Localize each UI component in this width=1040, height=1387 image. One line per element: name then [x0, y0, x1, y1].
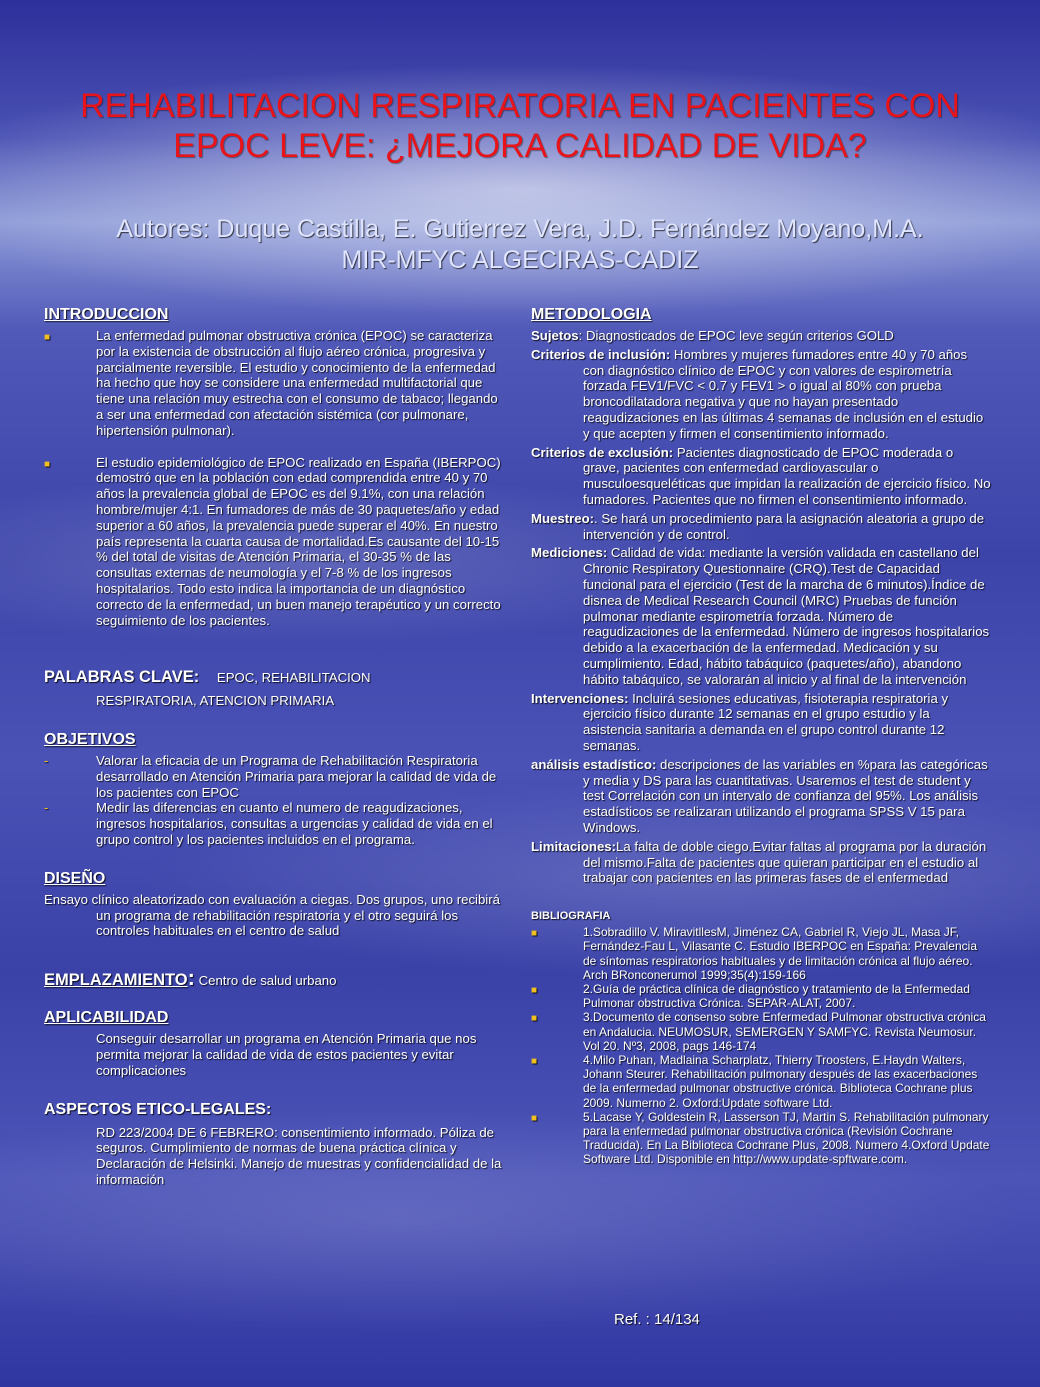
metodo-limitaciones [531, 839, 991, 886]
aplicabilidad-heading: APLICABILIDAD [44, 1009, 169, 1027]
title-line-1: REHABILITACION RESPIRATORIA EN PACIENTES CON [80, 87, 960, 125]
palabras-clave-part1: EPOC, REHABILITACION [216, 670, 371, 686]
aplicabilidad-text: Conseguir desarrollar un programa en Atención Primaria que nos permita mejorar la calidad de vida de estos pacientes y evitar complicaciones [96, 1031, 477, 1078]
bib-item-1 [531, 925, 991, 982]
affiliation-line: MIR-MFYC ALGECIRAS-CADIZ [341, 246, 699, 274]
bib-text-2: 2.Guía de práctica clínica de diagnóstico y tratamiento de la Enfermedad Pulmonar obstructiva Crónica. SEPAR-ALAT, 2007. [583, 981, 970, 1011]
metodo-text: Calidad de vida: mediante la versión validada en castellano del Chronic Respiratory Questionnaire (CRQ).Test de Capacidad funcional para el ejercicio (Test de la marcha de 6 minutos).Índice de disnea de Medical Research Council (MRC) Pruebas de función pulmonar mediante espirometría forzada. Número de reagudizaciones de la enfermedad. Número de ingresos hospitalarios debido a la exacerbación de la enfermedad. Medicación y su cumplimiento. Edad, hábito tabáquico (paquetes/año), abandono hábito tabáquico, se valorarán al inicio y al final de la intervención [583, 545, 990, 687]
metodo-text: La falta de doble ciego.Evitar faltas al programa por la duración del mismo.Falta de pacientes que quieran participar en el estudio al trabajar con pacientes en las primeras fases de el enfermedad [583, 838, 987, 886]
objetivo-text-1: Valorar la eficacia de un Programa de Rehabilitación Respiratoria desarrollado en Atención Primaria para mejorar la calidad de vida de los pacientes con EPOC [96, 752, 497, 800]
bib-item-4 [531, 1053, 991, 1110]
square-bullet-icon: ■ [531, 928, 538, 940]
square-bullet-icon: ■ [44, 332, 51, 343]
bib-text-5: 5.Lacase Y, Goldestein R, Lasserson TJ, Martin S. Rehabilitación pulmonary para la enfermedad pulmonar obstructiva crónica (Revisión Cochrane Traducida). En La Biblioteca Cochrane Plus, 2008. Numero 4.Oxford Update Software Ltd. Disponible en http://www.update-spftware.com. [583, 1109, 990, 1167]
intro-text-1: La enfermedad pulmonar obstructiva crónica (EPOC) se caracteriza por la existencia de obstrucción al flujo aéreo crónica, progresiva y parcialmente reversible. El estudio y conocimiento de la enfermedad ha hecho que hoy se considere una enfermedad multifactorial que tiene una relación muy estrecha con el consumo de tabaco; llegando a ser una enfermedad con afectación sistémica (cor pulmonare, hipertensión pulmonar). [96, 328, 498, 438]
diseno-text: Ensayo clínico aleatorizado con evaluación a ciegas. Dos grupos, uno recibirá un programa de rehabilitación respiratoria y el otro seguirá los controles habituales en el centro de salud [44, 891, 500, 939]
metodo-label: Limitaciones: [531, 838, 617, 854]
emplazamiento-section [44, 965, 504, 991]
square-bullet-icon: ■ [531, 984, 538, 996]
metodo-label: Criterios de exclusión: [531, 444, 674, 460]
dash-bullet-icon: - [44, 800, 49, 816]
metodo-muestreo [531, 511, 991, 543]
metodo-mediciones [531, 545, 991, 687]
poster-title [20, 86, 1020, 166]
bib-item-3 [531, 1010, 991, 1053]
bib-text-3: 3.Documento de consenso sobre Enfermedad Pulmonar obstructiva crónica en Andalucia. NEUMOSUR, SEMERGEN Y SAMFYC. Revista Neumosur. Vol 20. Nº3, 2008, pags 146-174 [583, 1010, 986, 1053]
palabras-clave-section [44, 670, 504, 709]
metodo-label: Intervenciones: [531, 690, 629, 706]
bib-item-5 [531, 1110, 991, 1167]
metodologia-heading: METODOLOGIA [531, 306, 652, 323]
metodo-label: Muestreo: [531, 510, 595, 526]
bib-text-1: 1.Sobradillo V. MiravitllesM, Jiménez CA, Gabriel R, Viejo JL, Masa JF, Fernández-Fau L, Vilasante C. Estudio IBERPOC en España: Prevalencia de síntomas respiratorios habituales y de limitación crónica al flujo aéreo. Arch BRonconerumol 1999;35(4):159-166 [583, 925, 977, 982]
bib-item-2 [531, 982, 991, 1010]
metodo-label: análisis estadístico: [531, 756, 657, 772]
authors-line: Autores: Duque Castilla, E. Gutierrez Vera, J.D. Fernández Moyano,M.A. [116, 215, 924, 243]
dash-bullet-icon: - [44, 752, 49, 768]
metodo-label: Criterios de inclusión: [531, 346, 671, 362]
metodo-analisis [531, 757, 991, 836]
metodo-text: . Se hará un procedimiento para la asignación aleatoria a grupo de intervención y de control. [583, 510, 985, 542]
metodo-text: descripciones de las variables en %para las categóricas y media y DS para las cuantitativas. Usaremos el test de student y test Correlación con un intervalo de confianza del 95%. Los análisis estadísticos se realizaran utilizando el programa SPSS V 15 para Windows. [583, 756, 988, 835]
emplazamiento-text: Centro de salud urbano [194, 973, 337, 989]
diseno-heading: DISEÑO [44, 869, 106, 887]
aspectos-heading: ASPECTOS ETICO-LEGALES: [44, 1100, 272, 1118]
metodo-text: Pacientes diagnosticado de EPOC moderada o grave, pacientes con enfermedad cardiovascular o musculoesqueléticas que impidan la realización de ejercicio físico. No fumadores. Pacientes que no firmen el consentimiento informado. [583, 444, 991, 507]
bib-text-4: 4.Milo Puhan, Madlaina Scharplatz, Thierry Troosters, E.Haydn Walters, Johann Steurer. Rehabilitación pulmonary después de las exacerbaciones de la enfermedad pulmonar obstructive crónica. Biblioteca Cochrane plus 2009. Numerno 2. Oxford:Update software Ltd. [583, 1052, 978, 1110]
objetivo-item-1 [44, 753, 504, 800]
emplazamiento-colon: : [187, 965, 195, 991]
authors-block [20, 214, 1020, 276]
objetivo-text-2: Medir las diferencias en cuanto el numero de reagudizaciones, ingresos hospitalarios, consultas a urgencias y calidad de vida en el grupo control y los pacientes incluidos en el programa. [96, 800, 493, 847]
introduccion-heading: INTRODUCCION [44, 306, 169, 323]
aspectos-text: RD 223/2004 DE 6 FEBRERO: consentimiento informado. Póliza de seguros. Cumplimiento de normas de buena práctica clínica y Declaración de Helsinki. Manejo de muestras y confidencialidad de la información [96, 1124, 502, 1187]
metodo-sujetos [531, 328, 991, 344]
emplazamiento-heading: EMPLAZAMIENTO [44, 971, 188, 990]
bibliografia-heading: BIBLIOGRAFIA [531, 910, 611, 923]
metodo-inclusion [531, 347, 991, 442]
metodo-label: Mediciones: [531, 545, 608, 561]
square-bullet-icon: ■ [44, 458, 51, 470]
intro-bullet-1 [44, 328, 504, 439]
intro-bullet-2 [44, 455, 504, 629]
metodo-exclusion [531, 445, 991, 508]
metodo-text: : Diagnosticados de EPOC leve según criterios GOLD [578, 328, 894, 343]
metodo-label: Sujetos [531, 328, 579, 343]
square-bullet-icon: ■ [531, 1055, 538, 1067]
square-bullet-icon: ■ [531, 1013, 538, 1025]
metodo-intervenciones [531, 691, 991, 754]
objetivo-item-2 [44, 800, 504, 847]
metodo-text: Hombres y mujeres fumadores entre 40 y 70 años con diagnóstico clínico de EPOC y con valores de espirometría forzada FEV1/FVC < 0.7 y FEV1 > o igual al 80% con prueba broncodilatadora negativa y que no hayan presentado reagudizaciones en las últimas 4 semanas de inclusión en el estudio y que acepten y firmen el consentimiento informado. [583, 346, 984, 441]
palabras-clave-part2: RESPIRATORIA, ATENCION PRIMARIA [96, 693, 335, 709]
left-column [44, 306, 504, 1188]
palabras-clave-heading: PALABRAS CLAVE: [44, 668, 200, 687]
objetivos-heading: OBJETIVOS [44, 730, 136, 748]
metodo-text: Incluirá sesiones educativas, fisioterapia respiratoria y ejercicio físico durante 12 semanas en el grupo estudio y la asistencia sanitaria a demanda en el grupo control durante 12 semanas. [583, 690, 949, 753]
square-bullet-icon: ■ [531, 1112, 538, 1124]
reference-number: Ref. : 14/134 [614, 1311, 700, 1328]
title-line-2: EPOC LEVE: ¿MEJORA CALIDAD DE VIDA? [173, 127, 867, 165]
right-column [531, 306, 991, 1167]
intro-text-2: El estudio epidemiológico de EPOC realizado en España (IBERPOC) demostró que en la población con edad comprendida entre 40 y 70 años la prevalencia global de EPOC es del 9.1%, con una relación hombre/mujer 4:1. En fumadores de más de 30 paquetes/año y edad superior a 60 años, la prevalencia puede superar el 40%. En nuestro país representa la cuarta causa de mortalidad.Es causante del 10-15 % del total de visitas de Atención Primaria, el 30-35 % de las consultas externas de neumología y el 7-8 % de los ingresos hospitalarios. Todo esto indica la importancia de un diagnóstico correcto de la enfermedad, un buen manejo terapéutico y un correcto seguimiento de los pacientes. [96, 454, 501, 628]
